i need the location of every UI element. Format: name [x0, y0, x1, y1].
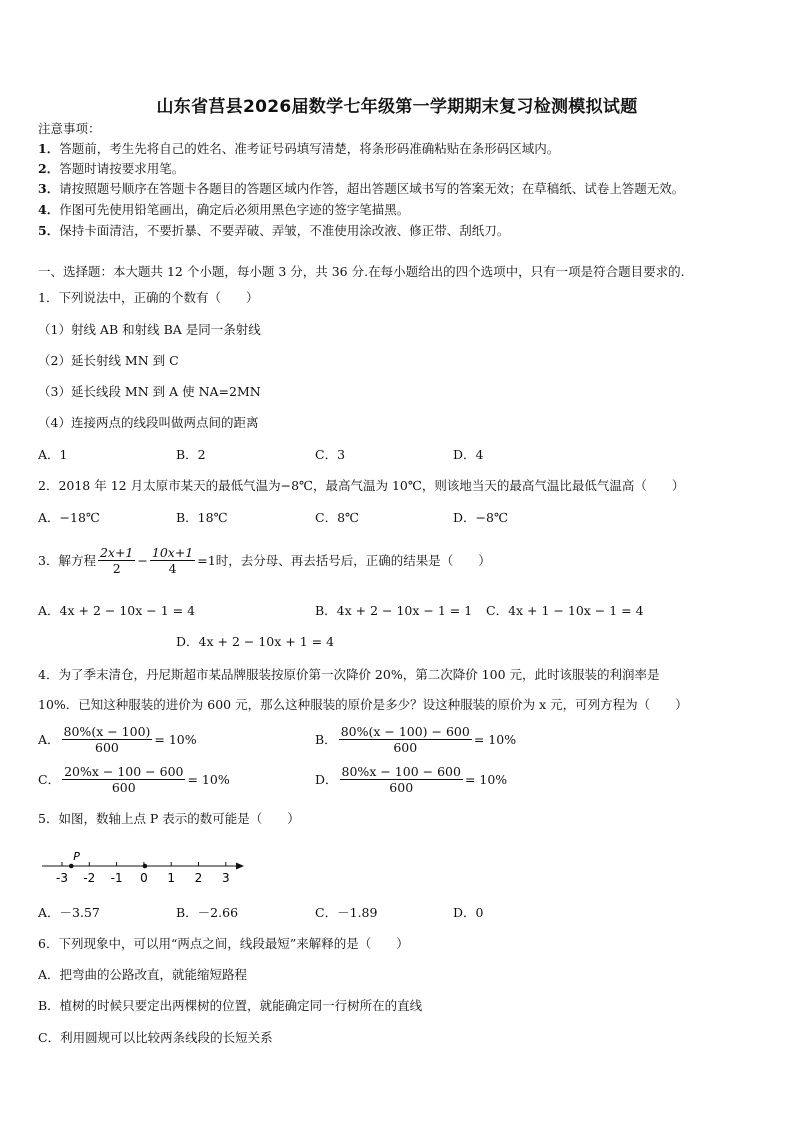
- option-b[interactable]: B． $\frac{80\%(x - 100) - 600}{600}$ = 10%: [315, 724, 517, 755]
- axis-tick-label: 3: [221, 871, 230, 885]
- axis-tick-label: 1: [167, 871, 176, 885]
- question-stem: 6．下列现象中，可以用“两点之间，线段最短”来解释的是（ ）: [38, 936, 409, 951]
- option-d[interactable]: D．0: [453, 905, 484, 920]
- option-a[interactable]: A．－3.57: [38, 905, 100, 920]
- fraction: $\frac{2x+1}{2}$: [99, 545, 134, 576]
- question-stem: 1．下列说法中，正确的个数有（ ）: [38, 290, 259, 305]
- point-p-label: P: [73, 850, 80, 863]
- option-a[interactable]: A．1: [38, 447, 68, 462]
- option-b[interactable]: B．18℃: [176, 510, 228, 525]
- notice-item: 3．请按照题号顺序在答题卡各题目的答题区域内作答，超出答题区域书写的答案无效；在草稿纸、试卷上答题无效。: [38, 181, 685, 196]
- notice-item: 4．作图可先使用铅笔画出，确定后必须用黑色字迹的签字笔描黑。: [38, 202, 410, 217]
- option-d[interactable]: D．4: [453, 447, 484, 462]
- option-b[interactable]: B．2: [176, 447, 206, 462]
- question-item: （1）射线 AB 和射线 BA 是同一条射线: [38, 322, 261, 337]
- question-item: （3）延长线段 MN 到 A 使 NA=2MN: [38, 384, 261, 399]
- axis-tick-label: -2: [83, 871, 96, 885]
- notice-item: 2．答题时请按要求用笔。: [38, 161, 185, 176]
- notice-item: 1．答题前，考生先将自己的姓名、准考证号码填写清楚，将条形码准确粘贴在条形码区域内。: [38, 141, 560, 156]
- option-d[interactable]: D．−8℃: [453, 510, 508, 525]
- question-stem: 2．2018 年 12 月太原市某天的最低气温为−8℃，最高气温为 10℃，则该地当天的最高气温比最低气温高（ ）: [38, 478, 685, 493]
- axis-tick-label: 2: [194, 871, 203, 885]
- fraction: $\frac{10x+1}{4}$: [151, 545, 194, 576]
- question-item: （4）连接两点的线段叫做两点间的距离: [38, 415, 259, 430]
- option-d[interactable]: D． $\frac{80\%x - 100 - 600}{600}$ = 10%: [315, 764, 508, 795]
- option-a[interactable]: A．4x + 2 − 10x − 1 = 4: [38, 603, 196, 618]
- option-c[interactable]: C．－1.89: [315, 905, 378, 920]
- question-stem: 4．为了季末清仓，丹尼斯超市某品牌服装按原价第一次降价 20%，第二次降价 100 元，此时该服装的利润率是: [38, 667, 660, 682]
- section-heading: 一、选择题：本大题共 12 个小题，每小题 3 分，共 36 分.在每小题给出的四个选项中，只有一项是符合题目要求的.: [38, 264, 685, 279]
- option-c[interactable]: C． $\frac{20\%x - 100 - 600}{600}$ = 10%: [38, 764, 230, 795]
- page-title: 山东省莒县2026届数学七年级第一学期期末复习检测模拟试题: [156, 97, 638, 117]
- question-stem: 5．如图，数轴上点 P 表示的数可能是（ ）: [38, 811, 300, 826]
- number-line-figure: [40, 848, 260, 896]
- option-b[interactable]: B．植树的时候只要定出两棵树的位置，就能确定同一行树所在的直线: [38, 998, 423, 1013]
- axis-tick-label: 0: [140, 871, 148, 885]
- notice-heading: 注意事项：: [38, 121, 101, 136]
- option-c[interactable]: C．4x + 1 − 10x − 1 = 4: [486, 603, 644, 618]
- option-a[interactable]: A．把弯曲的公路改直，就能缩短路程: [38, 967, 248, 982]
- question-item: （2）延长射线 MN 到 C: [38, 353, 179, 368]
- option-c[interactable]: C．3: [315, 447, 346, 462]
- option-b[interactable]: B．－2.66: [176, 905, 239, 920]
- option-a[interactable]: A．−18℃: [38, 510, 100, 525]
- question-stem: 3．解方程 $\frac{2x+1}{2}$ − $\frac{10x+1}{4}$ =1 时，去分母、再去括号后，正确的结果是（ ）: [38, 545, 491, 576]
- question-stem: 10%．已知这种服装的进价为 600 元，那么这种服装的原价是多少？设这种服装的原价为 x 元，可列方程为（ ）: [38, 697, 688, 712]
- origin-dot: [143, 864, 148, 869]
- option-a[interactable]: A． $\frac{80\%(x - 100)}{600}$ = 10%: [38, 724, 197, 755]
- point-p: [69, 864, 74, 869]
- option-c[interactable]: C．利用圆规可以比较两条线段的长短关系: [38, 1030, 273, 1045]
- option-d[interactable]: D．4x + 2 − 10x + 1 = 4: [176, 634, 335, 649]
- notice-item: 5．保持卡面清洁，不要折暴、不要弄破、弄皱，不准使用涂改液、修正带、刮纸刀。: [38, 223, 510, 238]
- axis-tick-label: -3: [56, 871, 68, 885]
- option-b[interactable]: B．4x + 2 − 10x − 1 = 1: [315, 603, 473, 618]
- arrow-icon: [236, 863, 244, 870]
- axis-tick-label: -1: [110, 871, 123, 885]
- option-c[interactable]: C．8℃: [315, 510, 360, 525]
